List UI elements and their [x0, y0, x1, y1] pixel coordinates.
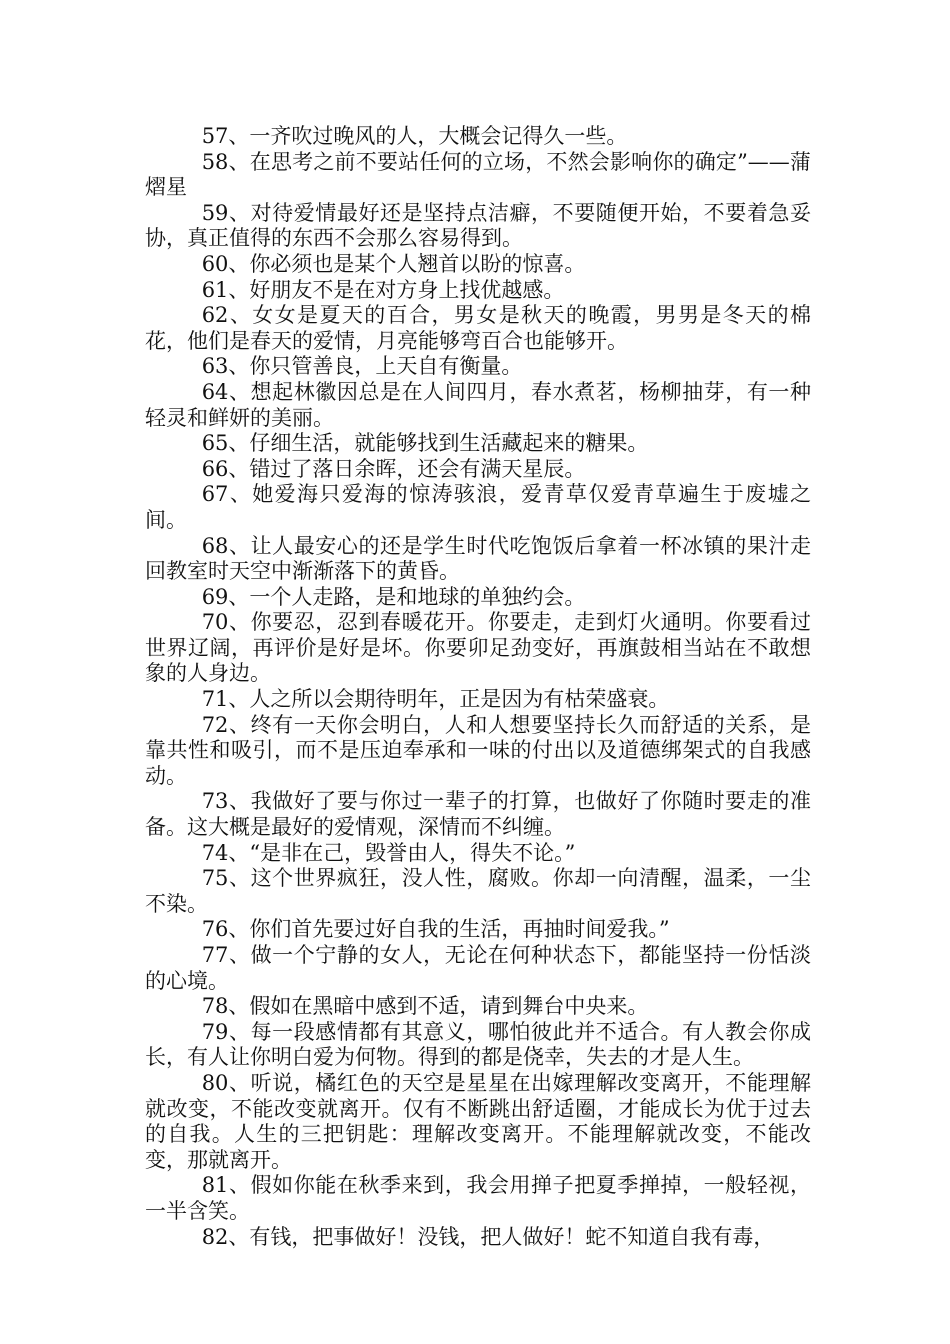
paragraph-57: 57、一齐吹过晚风的人，大概会记得久一些。 — [201, 124, 628, 148]
paragraph-59: 59、对待爱情最好还是坚持点洁癖，不要随便开始，不要着急妥协，真正值得的东西不会那么容易得到。 — [145, 200, 811, 251]
paragraph-67: 67、她爱海只爱海的惊涛骇浪，爱青草仅爱青草遍生于废墟之间。 — [145, 482, 811, 532]
paragraph-62: 62、女女是夏天的百合，男女是秋天的晚霞，男男是冬天的棉花，他们是春天的爱情，月亮能够弯百合也能够开。 — [145, 303, 811, 353]
paragraph-64: 64、想起林徽因总是在人间四月，春水煮茗，杨柳抽芽，有一种轻灵和鲜妍的美丽。 — [145, 379, 811, 430]
paragraph-68: 68、让人最安心的还是学生时代吃饱饭后拿着一杯冰镇的果汁走回教室时天空中渐渐落下的黄昏。 — [145, 533, 811, 584]
paragraph-76: 76、你们首先要过好自我的生活，再抽时间爱我。” — [201, 917, 670, 942]
paragraph-74: 74、“是非在己，毁誉由人，得失不论。” — [201, 840, 576, 865]
paragraph-81: 81、假如你能在秋季来到，我会用掸子把夏季掸掉，一般轻视，一半含笑。 — [145, 1173, 811, 1223]
paragraph-79: 79、每一段感情都有其意义，哪怕彼此并不适合。有人教会你成长，有人让你明白爱为何物。得到的都是侥幸，失去的才是人生。 — [145, 1019, 811, 1070]
document-body — [145, 124, 811, 1250]
paragraph-80: 80、听说，橘红色的天空是星星在出嫁理解改变离开，不能理解就改变，不能改变就离开。仅有不断跳出舒适圈，才能成长为优于过去的自我。人生的三把钥匙：理解改变离开。不能理解就改变，不能改变，那就离开。 — [145, 1070, 811, 1172]
paragraph-60: 60、你必须也是某个人翘首以盼的惊喜。 — [201, 251, 586, 276]
paragraph-70: 70、你要忍，忍到春暖花开。你要走，走到灯火通明。你要看过世界辽阔，再评价是好是坏。你要卯足劲变好，再旗鼓相当站在不敢想象的人身边。 — [145, 610, 811, 686]
paragraph-75: 75、这个世界疯狂，没人性，腐败。你却一向清醒，温柔，一尘不染。 — [145, 866, 811, 916]
paragraph-66: 66、错过了落日余晖，还会有满天星辰。 — [201, 456, 586, 481]
paragraph-69: 69、一个人走路，是和地球的单独约会。 — [201, 584, 586, 609]
paragraph-71: 71、人之所以会期待明年，正是因为有枯荣盛衰。 — [201, 687, 670, 712]
paragraph-61: 61、好朋友不是在对方身上找优越感。 — [201, 277, 565, 302]
paragraph-77: 77、做一个宁静的女人，无论在何种状态下，都能坚持一份恬淡的心境。 — [145, 943, 811, 993]
paragraph-72: 72、终有一天你会明白，人和人想要坚持长久而舒适的关系，是靠共性和吸引，而不是压迫奉承和一味的付出以及道德绑架式的自我感动。 — [145, 712, 811, 788]
paragraph-73: 73、我做好了要与你过一辈子的打算，也做好了你随时要走的准备。这大概是最好的爱情观，深情而不纠缠。 — [145, 789, 811, 840]
paragraph-58: 58、在思考之前不要站任何的立场，不然会影响你的确定”——蒲熠星 — [145, 149, 811, 200]
paragraph-82: 82、有钱，把事做好！没钱，把人做好！蛇不知道自我有毒， — [201, 1224, 775, 1249]
paragraph-65: 65、仔细生活，就能够找到生活藏起来的糖果。 — [201, 431, 649, 456]
paragraph-78: 78、假如在黑暗中感到不适，请到舞台中央来。 — [201, 994, 649, 1019]
paragraph-63: 63、你只管善良，上天自有衡量。 — [201, 354, 523, 379]
